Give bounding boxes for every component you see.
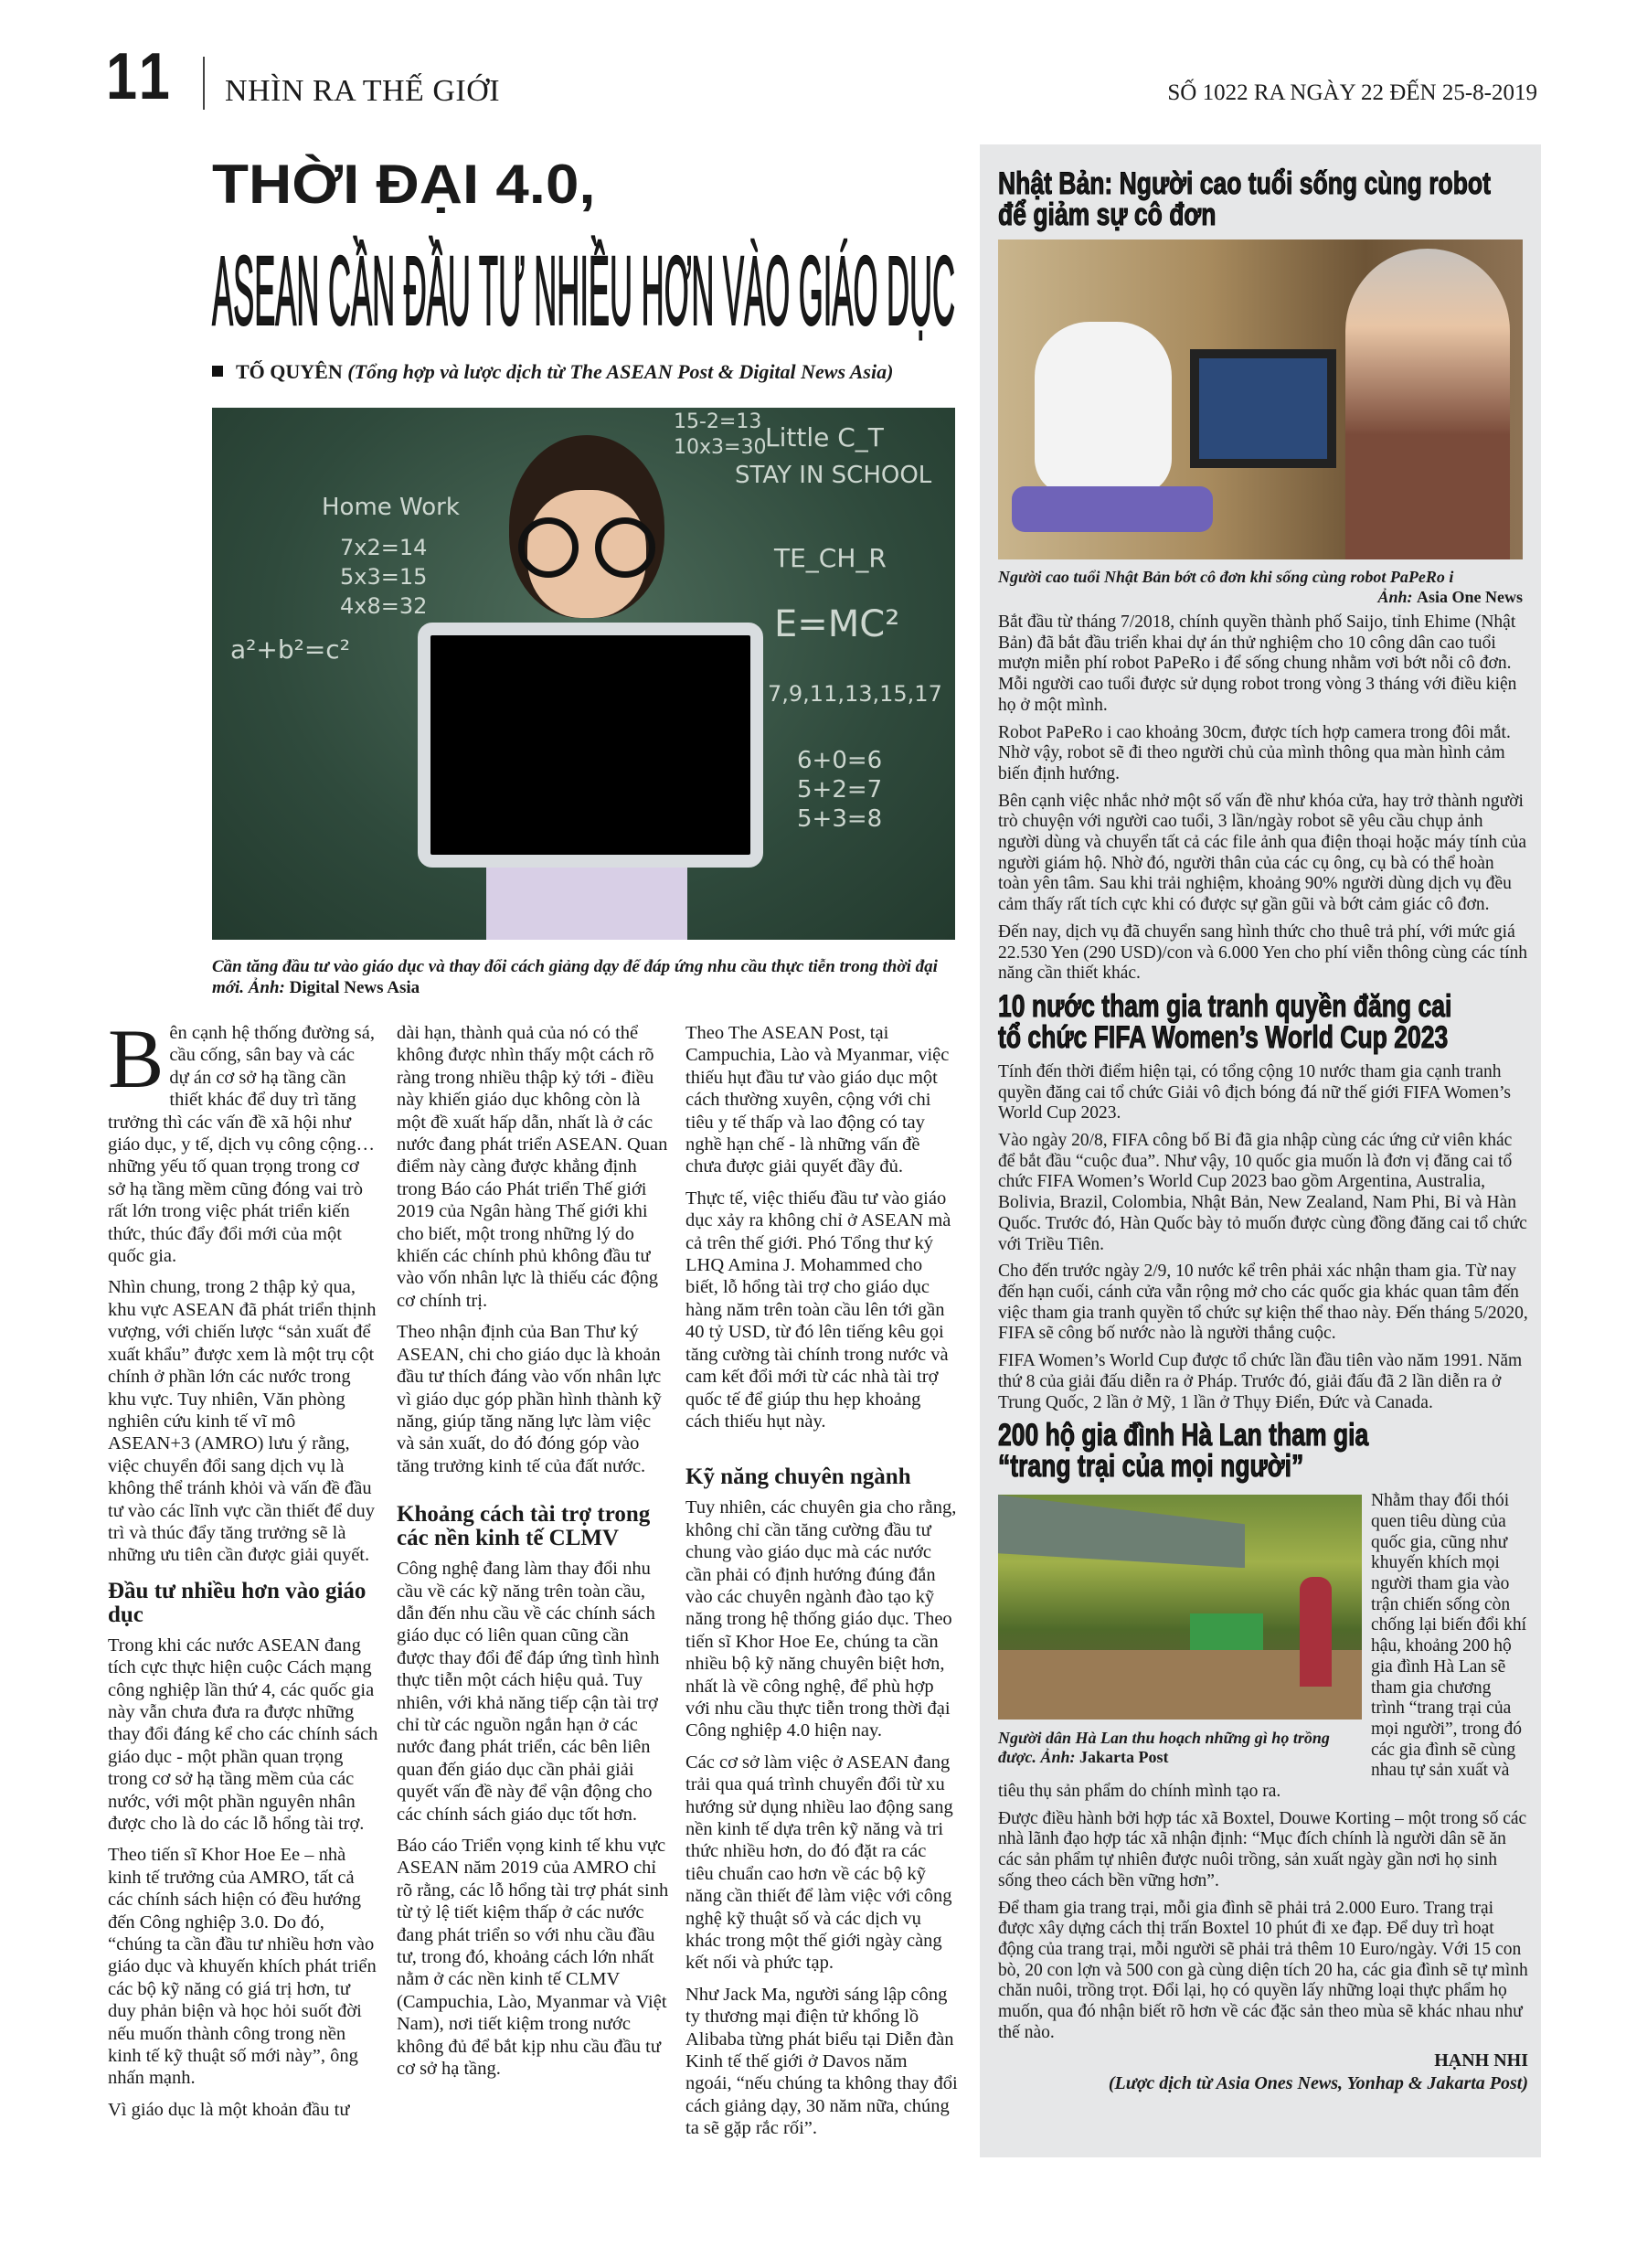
paragraph: Được điều hành bởi hợp tác xã Boxtel, Douwe Korting – một trong số các nhà lãnh đạo hợp tác xã nhận định: “Mục đích chính là người dân sẽ ăn các sản phẩm tự nhiên được nuôi trồng, sản xuất ngày gần nơi họ sinh sống theo cách bền vững hơn”. xyxy=(998,1808,1527,1890)
chalk-writing: TE_CH_R xyxy=(774,543,887,573)
farm-side-text: Nhằm thay đổi thói quen tiêu dùng của quốc gia, cũng như khuyến khích mọi người tham gia vào trận chiến sống còn chống lại biến đổi khí hậu, khoảng 200 hộ gia đình Hà Lan sẽ tham gia chương trình “trang trại của mọi người”, trong đó các gia đình sẽ cùng nhau tự sản xyxy=(1371,1491,1527,1781)
farm-harvest-photo xyxy=(998,1495,1362,1720)
farm-story xyxy=(998,1491,1528,2095)
chalk-writing: STAY IN SCHOOL xyxy=(735,462,932,489)
issue-date: SỐ 1022 RA NGÀY 22 ĐẾN 25-8-2019 xyxy=(1167,80,1537,105)
paragraph: Cho đến trước ngày 2/9, 10 nước kể trên phải xác nhận tham gia. Từ nay đến hạn cuối, cánh cửa vẫn rộng mở cho các quốc gia khác quan tâm đến việc tham gia tranh quyền tổ chức sự kiện thể thao này. Đến tháng 5/2020, FIFA sẽ công bố nước nào là người thắng cuộc. xyxy=(998,1262,1528,1344)
chalk-writing: 4x8=32 xyxy=(340,593,428,619)
robot-body xyxy=(1035,322,1172,495)
robot-elderly-photo xyxy=(998,240,1523,559)
heading-line: 10 nước tham gia tranh quyền đăng cai xyxy=(998,988,1452,1024)
headline-line-1 xyxy=(212,154,596,215)
chalk-writing: E=MC² xyxy=(774,603,900,645)
paragraph: Thực tế, việc thiếu đầu tư vào giáo dục xảy ra không chỉ ở ASEAN mà cả trên thế giới. Phó Tổng thư ký LHQ Amina J. Mohammed cho biết, lỗ hổng tài trợ cho giáo dục hàng năm trên toàn cầu lên tới gần 40 tỷ USD, từ đó lên tiếng kêu gọi tăng cường tài chính trong nước và cam kết đổi mới từ các nhà tài trợ quốc tế để giúp thu hẹp khoảng cách thiếu hụt này. xyxy=(685,1187,951,1432)
paragraph: Bên cạnh việc nhắc nhở một số vấn đề như khóa cửa, hay trở thành người trò chuyện với người cao tuổi, 3 lần/ngày robot sẽ yêu cầu chụp ảnh người dùng và chuyển tất cả các file ảnh qua điện thoại hoặc máy tính của người giám hộ. Nhờ đó, người thân của các cụ ông, cụ bà có thể hoàn toàn yên tâm. Sau khi trải nghiệm, khoảng 90% người dùng dịch vụ đều cảm thấy rất tích cực khi có được sự gần gũi và bớt cảm giác cô đơn. xyxy=(998,791,1527,915)
robot-story xyxy=(998,612,1528,985)
sidebar-content xyxy=(998,165,1528,2095)
source-note: (Lược dịch từ Asia Ones News, Yonhap & Jakarta Post) xyxy=(1108,2073,1528,2094)
subheading: Đầu tư nhiều hơn vào giáo dục xyxy=(108,1578,367,1627)
chalk-writing: Home Work xyxy=(322,494,460,521)
paragraph: Vì giáo dục là một khoản đầu tư xyxy=(108,2099,350,2120)
caption-credit: Digital News Asia xyxy=(289,978,420,997)
paragraph: Nhìn chung, trong 2 thập kỷ qua, khu vực ASEAN đã phát triển thịnh vượng, với chiến lược “sản xuất để xuất khẩu” được xem là một trụ cột chính ở phần lớn các nước trong khu vực. Tuy nhiên, Văn phòng nghiên cứu kinh tế vĩ mô ASEAN+3 (AMRO) lưu ý rằng, việc chuyển đổi sang dịch vụ là không thể tránh khỏi và vấn đề đầu tư vào các lĩnh vực cần thiết để duy trì và thúc đẩy tăng trưởng sẽ là những ưu tiên cần được giải quyết. xyxy=(108,1277,377,1566)
paragraph: Theo The ASEAN Post, tại Campuchia, Lào và Myanmar, việc thiếu hụt đầu tư vào giáo dục một cách thường xuyên, cộng với chi tiêu y tế thấp và lao động có tay nghề hạn chế - là những vấn đề chưa được giải quyết đầy đủ. xyxy=(685,1023,950,1177)
caption-credit: Asia One News xyxy=(1417,588,1523,606)
chalk-writing: 6+0=6 xyxy=(797,747,883,774)
section-title: NHÌN RA THẾ GIỚI xyxy=(225,74,501,108)
headline-text-2: ASEAN CẦN ĐẦU TƯ NHIỀU HƠN VÀO GIÁO DỤC xyxy=(212,235,956,346)
paragraph: Robot PaPeRo i cao khoảng 30cm, được tích hợp camera trong đôi mắt. Nhờ vậy, robot sẽ đi theo người chủ của mình thông qua màn hình cảm biến định hướng. xyxy=(998,722,1511,783)
paragraph: Tính đến thời điểm hiện tại, có tổng cộng 10 nước tham gia cạnh tranh quyền đăng cai tổ chức Giải vô địch bóng đá nữ thế giới FIFA Women’s World Cup 2023. xyxy=(998,1061,1511,1123)
article-column-1 xyxy=(108,1012,378,2130)
tablet-screen xyxy=(418,623,763,868)
chalk-writing: a²+b²=c² xyxy=(230,634,350,665)
article-column-2 xyxy=(397,1022,669,2089)
byline xyxy=(212,360,893,384)
headline-line-2 xyxy=(212,235,956,346)
paragraph: Theo nhận định của Ban Thư ký ASEAN, chi cho giáo dục là khoản đầu tư thích đáng vào vốn nhân lực vì giáo dục góp phần hình thành kỹ năng, giúp tăng năng lực làm việc và sản xuất, do đó đóng góp vào tăng trưởng kinh tế của đất nước. xyxy=(397,1322,662,1476)
paragraph: Các cơ sở làm việc ở ASEAN đang trải qua quá trình chuyển đổi từ xu hướng sử dụng nhiều lao động sang nền kinh tế dựa trên kỹ năng và tri thức nhiều hơn, do đó đặt ra các tiêu chuẩn cao hơn về các bộ kỹ năng cần thiết để làm việc với công nghệ kỹ thuật số và các dịch vụ khác trong một thế giới ngày càng kết nối và phức tạp. xyxy=(685,1752,953,1974)
paragraph: Đến nay, dịch vụ đã chuyển sang hình thức cho thuê trả phí, với mức giá 22.530 Yen (290 USD)/con và 6.000 Yen cho phí viễn thông cùng các tính năng cần thiết khác. xyxy=(998,921,1527,984)
heading-line: để giảm sự cô đơn xyxy=(998,197,1217,232)
chalk-writing: 5+2=7 xyxy=(797,776,883,804)
paragraph: Trong khi các nước ASEAN đang tích cực thực hiện cuộc Cách mạng công nghiệp lần thứ 4, các quốc gia này vẫn chưa đưa ra được những thay đổi đáng kể cho các chính sách giáo dục - một phần quan trọng trong cơ sở hạ tầng mềm của các nước, với một phần nguyên nhân được cho là do các lỗ hổng tài trợ. xyxy=(108,1634,378,1834)
fifa-story xyxy=(998,1062,1528,1413)
paragraph: FIFA Women’s World Cup được tổ chức lần đầu tiên vào năm 1991. Năm thứ 8 của giải đấu diễn ra ở Pháp. Trước đó, giải đấu đã 2 lần diễn ra ở Trung Quốc, 2 lần ở Mỹ, 1 lần ở Thụy Điển, Đức và Canada. xyxy=(998,1351,1523,1412)
paragraph: Vào ngày 20/8, FIFA công bố Bỉ đã gia nhập cùng các ứng cử viên khác để bắt đầu “cuộc đua”. Như vậy, 10 quốc gia muốn là đơn vị đăng cai tổ chức FIFA Women’s World Cup 2023 bao gồm Argentina, Australia, Bolivia, Brazil, Colombia, Nhật Bản, New Zealand, Nam Phi, Bỉ và Hàn Quốc. Trước đó, Hàn Quốc bày tỏ muốn được cùng đồng đăng cai tổ chức với Triều Tiên. xyxy=(998,1131,1527,1254)
subheading: Khoảng cách tài trợ trong các nền kinh tế CLMV xyxy=(397,1502,651,1551)
paragraph: Báo cáo Triển vọng kinh tế khu vực ASEAN năm 2019 của AMRO chỉ rõ rằng, các lỗ hổng tài trợ phát sinh từ tỷ lệ tiết kiệm thấp ở các nước đang phát triển so với nhu cầu đầu tư, trong đó, khoảng cách lớn nhất nằm ở các nền kinh tế CLMV (Campuchia, Lào, Myanmar và Việt Nam), nơi tiết kiệm trong nước không đủ để bắt kịp nhu cầu đầu tư cơ sở hạ tầng. xyxy=(397,1836,669,2080)
chalk-writing: 7,9,11,13,15,17 xyxy=(768,681,942,707)
heading-line: “trang trại của mọi người” xyxy=(998,1449,1304,1485)
glasses-lens xyxy=(595,517,655,578)
farm-side-text-continued: xuất và tiêu thụ sản phẩm do chính mình tạo ra. xyxy=(998,1761,1510,1802)
caption-text: Cần tăng đầu tư vào giáo dục và thay đổi cách giảng dạy để đáp ứng nhu cầu thực tiễn trong thời đại mới. Ảnh: xyxy=(212,957,938,997)
chalk-writing: 7x2=14 xyxy=(340,535,428,560)
chalk-writing: Little C_T xyxy=(765,422,884,453)
chalkboard-child-photo xyxy=(212,408,955,940)
author-signature: HẠNH NHI xyxy=(1434,2050,1528,2071)
caption-text: Người cao tuổi Nhật Bản bớt cô đơn khi sống cùng robot PaPeRo i xyxy=(998,568,1454,586)
robot-base xyxy=(1012,486,1213,532)
article-column-3 xyxy=(685,1022,958,2149)
elderly-woman xyxy=(1345,249,1510,559)
dropcap: B xyxy=(108,1012,165,1105)
paragraph: Theo tiến sĩ Khor Hoe Ee – nhà kinh tế trưởng của AMRO, tất cả các chính sách hiện có đều hướng đến Công nghiệp 3.0. Do đó, “chúng ta cần đầu tư nhiều hơn vào giáo dục và khuyến khích phát triển các bộ kỹ năng có giá trị hơn, tư duy phản biện và học hỏi suốt đời nếu muốn thành công trong nền kinh tế kỹ thuật số mới này”, ông nhấn mạnh. xyxy=(108,1845,377,2089)
chalk-writing: 10x3=30 xyxy=(674,436,767,459)
paragraph: Bắt đầu từ tháng 7/2018, chính quyền thành phố Saijo, tỉnh Ehime (Nhật Bản) đã bắt đầu triển khai dự án thử nghiệm cho 10 công dân cao tuổi mượn miễn phí robot PaPeRo i để sống chung nhằm vơi bớt nỗi cô đơn. Mỗi người cao tuổi được sử dụng robot trong vòng 3 tháng với điều kiện họ ở một mình. xyxy=(998,612,1517,715)
byline-note: (Tổng hợp và lược dịch từ The ASEAN Post & Digital News Asia) xyxy=(347,360,894,383)
farm-figure xyxy=(998,1491,1364,1767)
glasses-icon xyxy=(518,517,579,578)
robot-heading xyxy=(998,168,1528,230)
chalk-writing: 5x3=15 xyxy=(340,564,428,590)
tent-roof xyxy=(998,1495,1245,1568)
paragraph: Công nghệ đang làm thay đổi nhu cầu về các kỹ năng trên toàn cầu, dẫn đến nhu cầu về các chính sách giáo dục có liên quan cũng cần được thay đổi để đáp ứng tình hình thực tiễn một cách hiệu quả. Tuy nhiên, với khả năng tiếp cận tài trợ chỉ từ các nguồn ngắn hạn ở các nước đang phát triển, các bên liên quan đến giáo dục cần phải giải quyết vấn đề này để vận động cho các chính sách giáo dục tốt hơn. xyxy=(397,1559,660,1825)
subheading: Kỹ năng chuyên ngành xyxy=(685,1464,911,1490)
heading-line: 200 hộ gia đình Hà Lan tham gia xyxy=(998,1418,1369,1453)
paragraph: Để tham gia trang trại, mỗi gia đình sẽ phải trả 2.000 Euro. Trang trại được xây dựng cách thị trấn Boxtel 10 phút đi xe đạp. Để duy trì hoạt động của trang trại, mỗi người sẽ phải trả thêm 10 Euro/ngày. Với 15 con bò, 20 con lợn và 500 con gà cùng diện tích 20 ha, các gia đình sẽ tự mình chăn nuôi, trồng trọt. Đổi lại, họ có quyền lấy những loại thực phẩm họ muốn, qua đó nhận biết rõ hơn về các đặc sản theo mùa sẽ khác nhau như thế nào. xyxy=(998,1898,1528,2042)
main-image-caption xyxy=(212,956,955,998)
heading-line: tổ chức FIFA Women’s World Cup 2023 xyxy=(998,1019,1449,1055)
farm-photo-caption xyxy=(998,1729,1364,1767)
paragraph: Tuy nhiên, các chuyên gia cho rằng, không chỉ cần tăng cường đầu tư chung vào giáo dục mà các nước cần phải có định hướng đúng đắn vào các chuyên ngành đào tạo kỹ năng trong hệ thống giáo dục. Theo tiến sĩ Khor Hoe Ee, chúng ta cần nhiều bộ kỹ năng chuyên biệt hơn, nhất là về công nghệ, để phù hợp với nhu cầu thực tiễn trong thời đại Công nghiệp 4.0 hiện nay. xyxy=(685,1497,957,1741)
paragraph: Như Jack Ma, người sáng lập công ty thương mại điện tử khổng lồ Alibaba từng phát biểu tại Diễn đàn Kinh tế thế giới ở Davos năm ngoái, “nếu chúng ta không thay đổi cách giảng dạy, 30 năm nữa, chúng ta sẽ gặp rắc rối”. xyxy=(685,1984,958,2139)
robot-photo-caption xyxy=(998,567,1523,607)
page-number: 11 xyxy=(106,40,175,113)
caption-credit: Jakarta Post xyxy=(1079,1748,1169,1767)
paragraph: dài hạn, thành quả của nó có thể không được nhìn thấy một cách rõ ràng trong nhiều thập kỷ tới - điều này khiến giáo dục không còn là một đề xuất hấp dẫn, nhất là ở các nước đang phát triển ASEAN. Quan điểm này càng được khẳng định trong Báo cáo Phát triển Thế giới 2019 của Ngân hàng Thế giới khi cho biết, một trong những lý do khiến các chính phủ không đầu tư vào vốn nhân lực là thiếu các động cơ chính trị. xyxy=(397,1023,668,1311)
monitor xyxy=(1190,349,1336,468)
headline-text-1: THỜI ĐẠI 4.0, xyxy=(212,154,596,215)
heading-line: Nhật Bản: Người cao tuổi sống cùng robot xyxy=(998,166,1491,201)
header-divider xyxy=(203,57,205,110)
lead-paragraph xyxy=(108,1012,378,1267)
lead-text: ên cạnh hệ thống đường sá, cầu cống, sân bay và các dự án cơ sở hạ tầng cần thiết khác để duy trì tăng trưởng thì các vấn đề xã hội như giáo dục, y tế, dịch vụ công cộng… những yếu tố quan trọng trong cơ sở hạ tầng mềm cũng đóng vai trò rất lớn trong việc phát triển kiến thức, thúc đẩy đổi mới của một quốc gia. xyxy=(108,1023,376,1267)
credit-label: Ảnh: xyxy=(1377,588,1413,606)
chalk-writing: 5+3=8 xyxy=(797,805,883,833)
bullet-square-icon xyxy=(212,366,223,377)
chalk-writing: 15-2=13 xyxy=(674,410,762,433)
byline-author: TỐ QUYÊN xyxy=(236,360,343,383)
farm-heading xyxy=(998,1418,1528,1485)
green-crates xyxy=(1190,1613,1263,1650)
person-red xyxy=(1300,1577,1332,1687)
fifa-heading xyxy=(998,988,1528,1055)
caption-text: Người dân Hà Lan thu hoạch những gì họ trồng được. Ảnh: xyxy=(998,1729,1330,1767)
